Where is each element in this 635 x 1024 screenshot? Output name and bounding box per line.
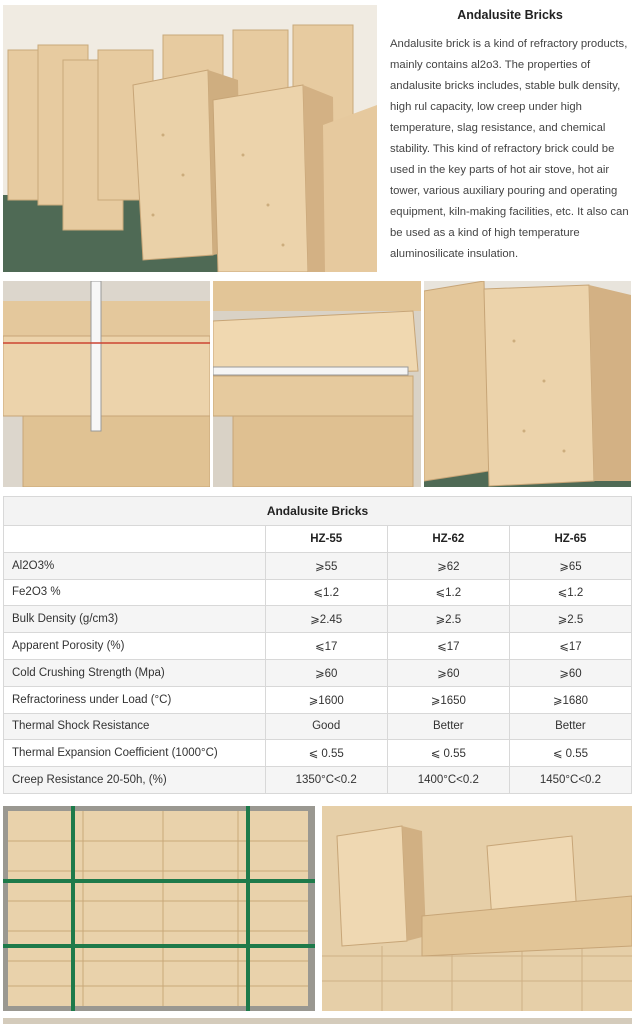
row-label: Refractoriness under Load (°C) (4, 686, 266, 713)
cell-value: ⩾65 (509, 552, 631, 579)
row-label: Thermal Expansion Coefficient (1000°C) (4, 740, 266, 767)
brick-closeup-image (424, 281, 631, 487)
table-row (4, 740, 632, 767)
cell-value: ⩾1650 (387, 686, 509, 713)
cell-value: ⩾62 (387, 552, 509, 579)
cell-value: ⩾1600 (265, 686, 387, 713)
intro-section (390, 5, 630, 265)
cell-value: Good (265, 713, 387, 740)
cell-value: ⩾60 (387, 659, 509, 686)
row-label: Fe2O3 % (4, 579, 266, 606)
table-row (4, 767, 632, 794)
cell-value: 1450°C<0.2 (509, 767, 631, 794)
table-row (4, 659, 632, 686)
spec-table (3, 496, 632, 794)
table-row (4, 686, 632, 713)
cell-value: ⩽ 0.55 (265, 740, 387, 767)
intro-description: Andalusite brick is a kind of refractory products, mainly contains al2o3. The properties of andalusite bricks includes, stable bulk density, high rul capacity, low creep under high temperature, slag resistance, and chemical stability. This kind of refractory brick could be used in the key parts of hot air stove, hot air tower, various auxiliary pouring and operating equipment, kiln-making facilities, etc. It also can be used as a kind of high temperature aluminosilicate insulation. (390, 38, 629, 260)
cell-value: ⩽17 (387, 633, 509, 660)
cell-value: ⩽17 (265, 633, 387, 660)
table-title: Andalusite Bricks (4, 497, 632, 526)
cell-value: ⩽1.2 (265, 579, 387, 606)
cell-value: ⩾60 (265, 659, 387, 686)
row-label: Cold Crushing Strength (Mpa) (4, 659, 266, 686)
table-row (4, 633, 632, 660)
column-header: HZ-62 (387, 526, 509, 553)
cell-value: Better (387, 713, 509, 740)
cell-value: Better (509, 713, 631, 740)
cell-value: ⩽ 0.55 (509, 740, 631, 767)
cell-value: ⩾60 (509, 659, 631, 686)
cell-value: ⩽17 (509, 633, 631, 660)
table-row (4, 552, 632, 579)
table-row (4, 579, 632, 606)
row-label: Thermal Shock Resistance (4, 713, 266, 740)
row-label: Apparent Porosity (%) (4, 633, 266, 660)
intro-title: Andalusite Bricks (457, 8, 563, 22)
brick-height-measurement-image (3, 281, 210, 487)
row-label: Al2O3% (4, 552, 266, 579)
cell-value: ⩾55 (265, 552, 387, 579)
cell-value: ⩽ 0.55 (387, 740, 509, 767)
cell-value: ⩽1.2 (387, 579, 509, 606)
arranged-bricks-image (322, 806, 632, 1011)
brick-length-measurement-image (213, 281, 421, 487)
cell-value: ⩾2.5 (509, 606, 631, 633)
table-row (4, 606, 632, 633)
column-header (4, 526, 266, 553)
column-header: HZ-65 (509, 526, 631, 553)
cell-value: ⩽1.2 (509, 579, 631, 606)
cell-value: 1350°C<0.2 (265, 767, 387, 794)
row-label: Creep Resistance 20-50h, (%) (4, 767, 266, 794)
next-image-edge (3, 1018, 632, 1024)
cell-value: ⩾1680 (509, 686, 631, 713)
packed-bricks-pallet-image (3, 806, 315, 1011)
cell-value: ⩾2.45 (265, 606, 387, 633)
cell-value: 1400°C<0.2 (387, 767, 509, 794)
table-header-row (4, 526, 632, 553)
hero-bricks-image (3, 5, 377, 272)
row-label: Bulk Density (g/cm3) (4, 606, 266, 633)
column-header: HZ-55 (265, 526, 387, 553)
table-row (4, 713, 632, 740)
cell-value: ⩾2.5 (387, 606, 509, 633)
